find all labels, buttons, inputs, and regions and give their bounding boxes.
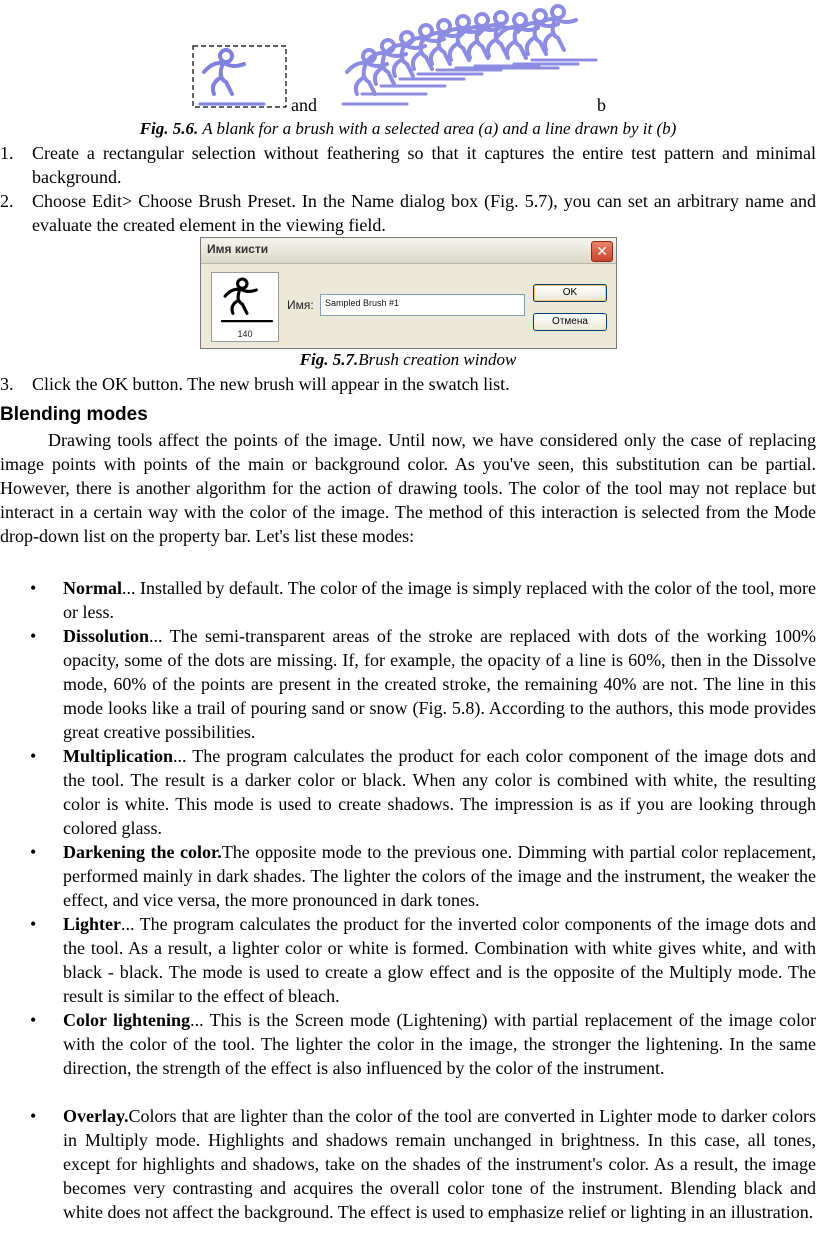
mode-term: Multiplication: [63, 746, 174, 766]
figure-5-6: [0, 0, 816, 118]
intro-paragraph: Drawing tools affect the points of the image. Until now, we have considered only the case of replacing image points with points of the main or background color. As you've seen, this substitution can be partial. However, there is another algorithm for the action of drawing tools. The color of the tool may not replace but interact in a certain way with the color of the image. The method of this interaction is selected from the Mode drop-down list on the property bar. Let's list these modes:: [0, 430, 816, 546]
caption-text: A blank for a brush with a selected area (a) and a line drawn by it (b): [198, 119, 677, 138]
mode-description: ... The program calculates the product for each color component of the image dots and the tool. The result is a darker color or black. When any color is combined with white, the resulting color is white. This mode is used to create shadows. The impression is as if you are looking through colored glass.: [63, 746, 816, 838]
brush-preview: [211, 272, 279, 342]
bullet-icon: •: [30, 842, 37, 862]
mode-term: Normal: [63, 578, 122, 598]
list-item: [0, 624, 816, 744]
brush-stroke-trail: [343, 6, 596, 104]
mode-description: ... Installed by default. The color of the image is simply replaced with the color of the tool, more or less.: [63, 578, 816, 622]
list-item: [0, 912, 816, 1008]
dialog-titlebar: [201, 238, 616, 264]
bullet-icon: •: [30, 1106, 37, 1126]
name-label: Имя:: [287, 298, 314, 312]
list-item: [0, 189, 816, 237]
list-item: [0, 744, 816, 840]
mode-term: Lighter: [63, 914, 121, 934]
list-item: [0, 840, 816, 912]
brush-name-input[interactable]: Sampled Brush #1: [320, 294, 525, 316]
selection-rect: [193, 46, 286, 107]
list-item: [0, 372, 816, 396]
brush-illustration: [0, 0, 816, 118]
list-item: [0, 576, 816, 624]
brush-thumbnail-icon: [218, 277, 274, 327]
list-text: Choose Edit> Choose Brush Preset. In the Name dialog box (Fig. 5.7), you can set an arbitrary name and evaluate the created element in the viewing field.: [32, 191, 816, 235]
figure-label-b: b: [597, 95, 606, 115]
figure-word-and: and: [291, 95, 317, 115]
caption-text: Brush creation window: [358, 350, 517, 369]
list-text: Create a rectangular selection without feathering so that it captures the entire test pattern and minimal background.: [32, 143, 816, 187]
brush-name-dialog: [200, 237, 617, 349]
mode-term: Darkening the color.: [63, 842, 222, 862]
bullet-icon: •: [30, 746, 37, 766]
list-item: [0, 1104, 816, 1224]
list-number: 2.: [0, 191, 14, 211]
section-heading: Blending modes: [0, 404, 148, 425]
bullet-icon: •: [30, 578, 37, 598]
list-number: 3.: [0, 374, 14, 394]
brush-size-label: 140: [237, 329, 253, 339]
mode-term: Overlay.: [63, 1106, 129, 1126]
dialog-title: Имя кисти: [207, 242, 269, 256]
mode-description: ... The program calculates the product for the inverted color components of the image dots and the tool. As a result, a lighter color or white is formed. Combination with white gives white, and with black - black. The mode is used to create a glow effect and is the opposite of the Multiply mode. The result is similar to the effect of bleach.: [63, 914, 816, 1006]
cancel-button[interactable]: Отмена: [533, 313, 607, 331]
figure-5-6-caption: [0, 119, 816, 139]
list-item: [0, 141, 816, 189]
brush-blank-figure: [200, 50, 264, 104]
close-icon[interactable]: ✕: [591, 241, 613, 262]
bullet-icon: •: [30, 1010, 37, 1030]
list-text: Click the OK button. The new brush will appear in the swatch list.: [32, 374, 510, 394]
figure-5-7-caption: [0, 350, 816, 370]
bullet-icon: •: [30, 626, 37, 646]
caption-number: Fig. 5.7.: [299, 350, 359, 369]
mode-description: ... This is the Screen mode (Lightening) with partial replacement of the image color with the color of the tool. The lighter the color in the image, the stronger the lightening. In the same direction, the strength of the effect is also influenced by the color of the instrument.: [63, 1010, 816, 1078]
mode-description: ... The semi-transparent areas of the stroke are replaced with dots of the working 100% opacity, some of the dots are missing. If, for example, the opacity of a line is 60%, then in the Dissolve mode, 60% of the points are present in the created stroke, the remaining 40% are not. The line in this mode looks like a trail of pouring sand or snow (Fig. 5.8). According to the authors, this mode provides great creative possibilities.: [63, 626, 816, 742]
list-number: 1.: [0, 143, 14, 163]
ok-button[interactable]: OK: [533, 284, 607, 302]
caption-number: Fig. 5.6.: [139, 119, 199, 138]
mode-description: Colors that are lighter than the color of the tool are converted in Lighter mode to darker colors in Multiply mode. Highlights and shadows remain unchanged in brightness. In this case, all tones, except for highlights and shadows, take on the shades of the instrument's color. As a result, the image becomes very contrasting and acquires the overall color tone of the instrument. Blending black and white does not affect the background. The effect is used to emphasize relief or lighting in an illustration.: [63, 1106, 816, 1222]
mode-description: The opposite mode to the previous one. Dimming with partial color replacement, performed mainly in dark shades. The lighter the colors of the image and the instrument, the weaker the effect, and vice versa, the more pronounced in dark tones.: [63, 842, 816, 910]
mode-term: Dissolution: [63, 626, 150, 646]
list-item: [0, 1008, 816, 1080]
bullet-icon: •: [30, 914, 37, 934]
mode-term: Color lightening: [63, 1010, 191, 1030]
